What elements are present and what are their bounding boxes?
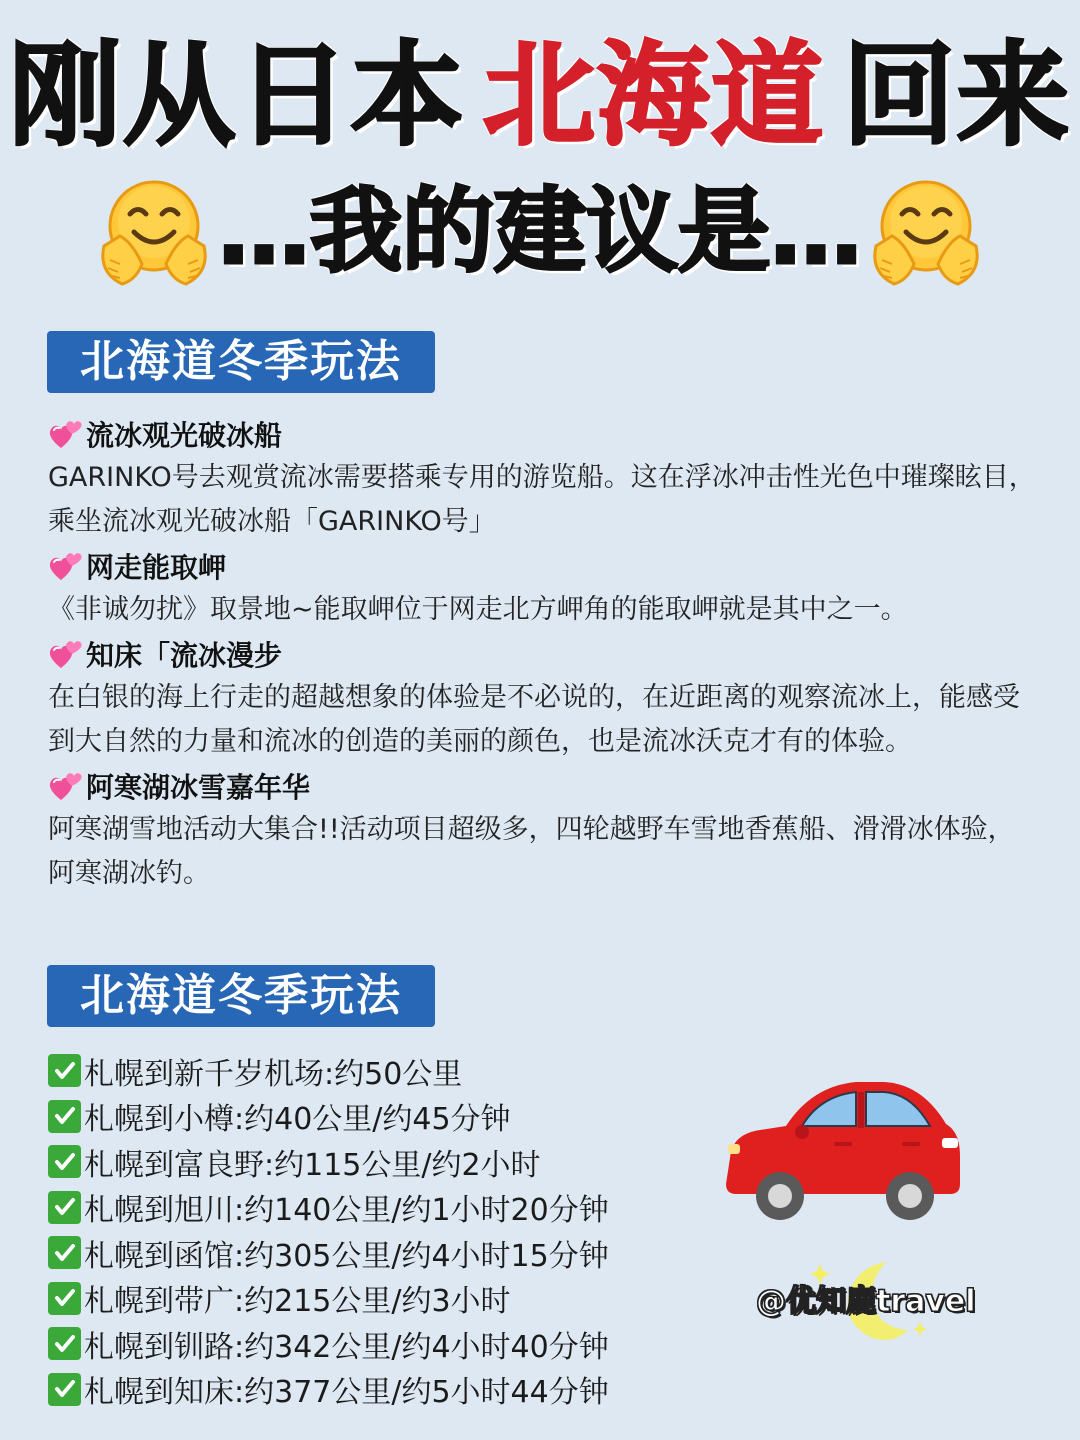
item-heading [48, 544, 1038, 588]
list-item [48, 632, 1038, 764]
subtitle: …我的建议是… [217, 178, 862, 285]
item-body: 《非诚勿扰》取景地~能取岬位于网走北方岬角的能取岬就是其中之一。 [48, 594, 908, 625]
list-item [48, 764, 1038, 896]
check-mark-icon [48, 1054, 81, 1087]
route-text: 札幌到旭川:约140公里/约1小时20分钟 [84, 1193, 609, 1229]
check-mark-icon [48, 1373, 81, 1406]
list-item [48, 412, 1038, 544]
route-list [48, 1048, 688, 1412]
route-item [48, 1230, 688, 1276]
two-hearts-icon [48, 770, 84, 802]
check-mark-icon [48, 1100, 81, 1133]
item-title: 知床「流冰漫步 [86, 639, 283, 672]
hugging-face-icon [96, 176, 212, 288]
page-title [0, 28, 1080, 164]
two-hearts-icon [48, 550, 84, 582]
item-title: 流冰观光破冰船 [86, 419, 283, 452]
hugging-face-icon [868, 176, 984, 288]
red-car-icon [716, 1072, 966, 1228]
activity-list [48, 412, 1038, 896]
route-item [48, 1185, 688, 1231]
check-mark-icon [48, 1191, 81, 1224]
route-text: 札幌到富良野:约115公里/约2小时 [84, 1147, 541, 1183]
item-title: 阿寒湖冰雪嘉年华 [86, 771, 311, 804]
two-hearts-icon [48, 418, 84, 450]
route-item [48, 1048, 688, 1094]
check-mark-icon [48, 1145, 81, 1178]
item-heading [48, 764, 1038, 808]
route-text: 札幌到知床:约377公里/约5小时44分钟 [84, 1375, 609, 1411]
route-item [48, 1276, 688, 1322]
list-item [48, 544, 1038, 632]
item-body: 在白银的海上行走的超越想象的体验是不必说的，在近距离的观察流冰上，能感受到大自然的力量和流冰的创造的美丽的颜色，也是流冰沃克才有的体验。 [48, 682, 1020, 757]
title-highlight: 北海道 [483, 31, 825, 161]
route-item [48, 1321, 688, 1367]
section-header-winter-activities: 北海道冬季玩法 [47, 331, 435, 393]
route-text: 札幌到函馆:约305公里/约4小时15分钟 [84, 1238, 609, 1274]
two-hearts-icon [48, 638, 84, 670]
subtitle-row [0, 172, 1080, 292]
check-mark-icon [48, 1282, 81, 1315]
route-text: 札幌到新千岁机场:约50公里 [84, 1056, 463, 1092]
title-part1: 刚从日本 [9, 31, 465, 161]
route-item [48, 1367, 688, 1413]
title-part2: 回来 [843, 31, 1071, 161]
item-heading [48, 412, 1038, 456]
section-header-driving-distances: 北海道冬季玩法 [47, 965, 435, 1027]
route-text: 札幌到小樽:约40公里/约45分钟 [84, 1102, 511, 1138]
route-text: 札幌到钏路:约342公里/约4小时40分钟 [84, 1329, 609, 1365]
check-mark-icon [48, 1327, 81, 1360]
item-heading [48, 632, 1038, 676]
route-text: 札幌到带广:约215公里/约3小时 [84, 1284, 511, 1320]
item-body: 阿寒湖雪地活动大集合!!活动项目超级多，四轮越野车雪地香蕉船、滑滑冰体验，阿寒湖冰钓。 [48, 814, 1015, 889]
item-body: GARINKO号去观赏流冰需要搭乘专用的游览船。这在浮冰冲击性光色中璀璨眩目，乘坐流冰观光破冰船「GARINKO号」 [48, 462, 1036, 537]
watermark: @优知鹿travel [756, 1284, 976, 1319]
route-item [48, 1139, 688, 1185]
route-item [48, 1094, 688, 1140]
item-title: 网走能取岬 [86, 551, 227, 584]
check-mark-icon [48, 1236, 81, 1269]
